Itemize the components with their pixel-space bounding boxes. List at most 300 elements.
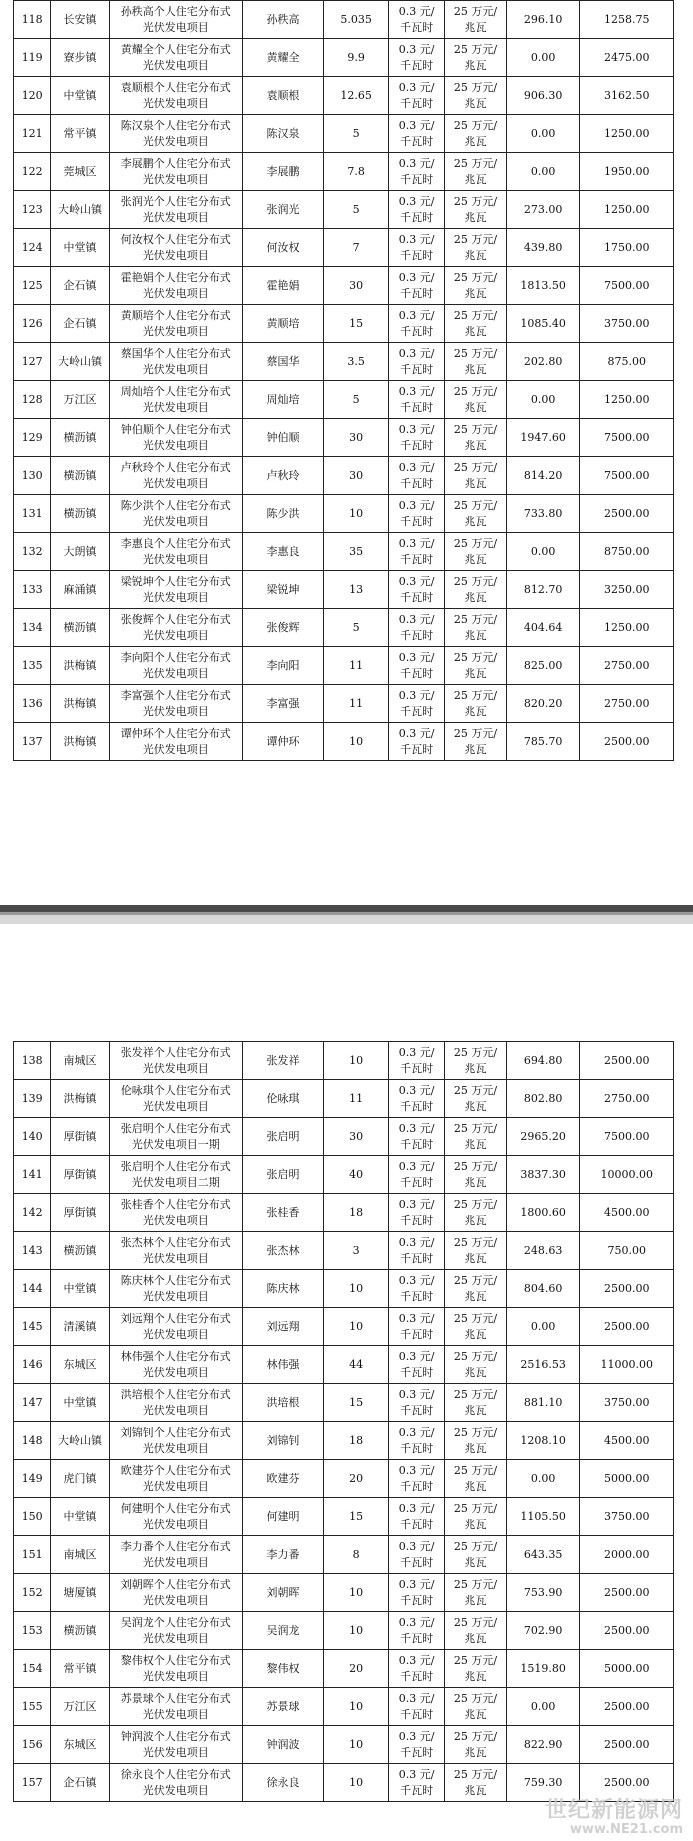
table-row: [14, 1080, 674, 1118]
cell-line-2: 光伏发电项目: [142, 58, 209, 72]
cell-line-2: 千瓦时: [400, 628, 434, 642]
project-name-cell: [109, 1612, 242, 1650]
cell-text: 孙秩高: [266, 12, 300, 26]
cell-line-1: 0.3 元/: [398, 1425, 435, 1439]
cell-line-1: 黄顺培个人住宅分布式: [120, 308, 231, 322]
row-number-cell: [14, 1764, 51, 1802]
owner-cell: [242, 723, 323, 761]
cell-text: 759.30: [523, 1775, 563, 1789]
cell-text: 李惠良: [266, 544, 300, 558]
cell-text: 2750.00: [603, 658, 650, 672]
cell-text: 黄耀全: [266, 50, 300, 64]
cell-text: 139: [21, 1091, 43, 1105]
cell-line-2: 千瓦时: [400, 1061, 434, 1075]
cell-line-2: 兆瓦: [464, 1441, 487, 1455]
cell-text: 5: [352, 392, 360, 406]
price-cell: [389, 419, 445, 457]
cell-line-2: 千瓦时: [400, 1099, 434, 1113]
project-name-cell: [109, 305, 242, 343]
town-cell: [51, 1726, 109, 1764]
subsidy-rate-cell: [445, 457, 507, 495]
cell-line-2: 千瓦时: [400, 20, 434, 34]
cell-text: 643.35: [523, 1547, 563, 1561]
cell-text: 0.00: [530, 126, 556, 140]
cell-text: 7500.00: [603, 468, 650, 482]
cell-line-1: 梁锐坤个人住宅分布式: [120, 574, 231, 588]
cell-text: 10: [349, 1699, 364, 1713]
cell-text: 123: [21, 202, 43, 216]
cell-text: 2500.00: [603, 506, 650, 520]
cell-line-2: 兆瓦: [464, 248, 487, 262]
cell-line-2: 兆瓦: [464, 286, 487, 300]
cell-line-1: 25 万元/: [453, 232, 498, 246]
amount-2-cell: [580, 1764, 674, 1802]
cell-line-1: 25 万元/: [453, 688, 498, 702]
cell-line-1: 0.3 元/: [398, 1273, 435, 1287]
project-name-cell: [109, 1650, 242, 1688]
cell-text: 146: [21, 1357, 43, 1371]
amount-2-cell: [580, 381, 674, 419]
row-number-cell: [14, 1232, 51, 1270]
cell-line-1: 0.3 元/: [398, 1767, 435, 1781]
cell-text: 大朗镇: [63, 544, 97, 558]
project-name-cell: [109, 609, 242, 647]
owner-cell: [242, 647, 323, 685]
price-cell: [389, 1270, 445, 1308]
cell-line-1: 25 万元/: [453, 1159, 498, 1173]
cell-line-1: 0.3 元/: [398, 1197, 435, 1211]
project-name-cell: [109, 1764, 242, 1802]
cell-line-1: 何汝权个人住宅分布式: [120, 232, 231, 246]
table-row: [14, 1422, 674, 1460]
cell-text: 0.00: [530, 1699, 556, 1713]
cell-line-2: 光伏发电项目: [142, 248, 209, 262]
cell-text: 2750.00: [603, 696, 650, 710]
cell-line-2: 千瓦时: [400, 552, 434, 566]
amount-2-cell: [580, 1308, 674, 1346]
price-cell: [389, 1156, 445, 1194]
price-cell: [389, 609, 445, 647]
cell-text: 137: [21, 734, 43, 748]
cell-text: 万江区: [63, 1699, 97, 1713]
cell-text: 0.00: [530, 164, 556, 178]
cell-line-1: 25 万元/: [453, 270, 498, 284]
cell-text: 7: [352, 240, 360, 254]
capacity-cell: [324, 1650, 389, 1688]
cell-text: 1750.00: [603, 240, 650, 254]
cell-text: 2000.00: [603, 1547, 650, 1561]
cell-line-1: 25 万元/: [453, 536, 498, 550]
town-cell: [51, 1536, 109, 1574]
cell-text: 152: [21, 1585, 43, 1599]
cell-text: 横沥镇: [63, 468, 97, 482]
cell-line-1: 25 万元/: [453, 498, 498, 512]
cell-text: 企石镇: [63, 316, 97, 330]
cell-line-2: 兆瓦: [464, 1593, 487, 1607]
price-cell: [389, 1726, 445, 1764]
cell-line-2: 兆瓦: [464, 1365, 487, 1379]
town-cell: [51, 1270, 109, 1308]
cell-line-1: 李惠良个人住宅分布式: [120, 536, 231, 550]
cell-text: 881.10: [523, 1395, 563, 1409]
cell-text: 中堂镇: [63, 1509, 97, 1523]
town-cell: [51, 229, 109, 267]
capacity-cell: [324, 1346, 389, 1384]
cell-line-2: 千瓦时: [400, 324, 434, 338]
cell-line-1: 0.3 元/: [398, 574, 435, 588]
cell-text: 何建明: [266, 1509, 300, 1523]
cell-text: 横沥镇: [63, 430, 97, 444]
price-cell: [389, 153, 445, 191]
table-row: [14, 1156, 674, 1194]
cell-line-2: 光伏发电项目: [142, 1327, 209, 1341]
cell-line-1: 0.3 元/: [398, 726, 435, 740]
subsidy-rate-cell: [445, 1688, 507, 1726]
row-number-cell: [14, 1, 51, 39]
cell-line-1: 0.3 元/: [398, 460, 435, 474]
cell-line-1: 25 万元/: [453, 118, 498, 132]
cell-line-2: 千瓦时: [400, 1403, 434, 1417]
cell-line-1: 0.3 元/: [398, 1615, 435, 1629]
subsidy-rate-cell: [445, 1536, 507, 1574]
amount-1-cell: [506, 381, 580, 419]
amount-2-cell: [580, 343, 674, 381]
cell-line-1: 钟伯顺个人住宅分布式: [120, 422, 231, 436]
cell-line-2: 光伏发电项目: [142, 20, 209, 34]
amount-2-cell: [580, 1422, 674, 1460]
cell-line-2: 千瓦时: [400, 476, 434, 490]
cell-line-2: 光伏发电项目: [142, 704, 209, 718]
cell-line-2: 千瓦时: [400, 1213, 434, 1227]
cell-text: 12.65: [340, 88, 372, 102]
subsidy-rate-cell: [445, 533, 507, 571]
row-number-cell: [14, 1080, 51, 1118]
cell-text: 148: [21, 1433, 43, 1447]
row-number-cell: [14, 1688, 51, 1726]
cell-line-1: 0.3 元/: [398, 536, 435, 550]
cell-text: 0.00: [530, 1471, 556, 1485]
cell-line-1: 25 万元/: [453, 650, 498, 664]
cell-line-1: 陈少洪个人住宅分布式: [120, 498, 231, 512]
table-row: [14, 115, 674, 153]
table-row: [14, 305, 674, 343]
price-cell: [389, 1764, 445, 1802]
capacity-cell: [324, 1498, 389, 1536]
amount-2-cell: [580, 457, 674, 495]
project-name-cell: [109, 1536, 242, 1574]
price-cell: [389, 1080, 445, 1118]
cell-text: 1258.75: [603, 12, 650, 26]
cell-text: 2500.00: [603, 1281, 650, 1295]
amount-2-cell: [580, 1498, 674, 1536]
capacity-cell: [324, 457, 389, 495]
table-row: [14, 723, 674, 761]
cell-line-2: 千瓦时: [400, 1251, 434, 1265]
town-cell: [51, 267, 109, 305]
amount-2-cell: [580, 1574, 674, 1612]
cell-line-1: 25 万元/: [453, 156, 498, 170]
cell-line-2: 兆瓦: [464, 1669, 487, 1683]
amount-1-cell: [506, 191, 580, 229]
table-row: [14, 1194, 674, 1232]
capacity-cell: [324, 39, 389, 77]
cell-line-1: 25 万元/: [453, 194, 498, 208]
project-name-cell: [109, 1460, 242, 1498]
capacity-cell: [324, 1574, 389, 1612]
cell-text: 4500.00: [603, 1205, 650, 1219]
price-cell: [389, 571, 445, 609]
project-name-cell: [109, 1498, 242, 1536]
cell-line-2: 兆瓦: [464, 58, 487, 72]
capacity-cell: [324, 1422, 389, 1460]
cell-line-2: 千瓦时: [400, 1365, 434, 1379]
cell-line-2: 兆瓦: [464, 210, 487, 224]
cell-line-2: 光伏发电项目: [142, 1251, 209, 1265]
amount-2-cell: [580, 723, 674, 761]
town-cell: [51, 723, 109, 761]
table-row: [14, 1346, 674, 1384]
owner-cell: [242, 1346, 323, 1384]
cell-text: 张俊辉: [266, 620, 300, 634]
row-number-cell: [14, 1422, 51, 1460]
cell-text: 44: [349, 1357, 364, 1371]
project-name-cell: [109, 647, 242, 685]
amount-2-cell: [580, 1042, 674, 1080]
cell-line-2: 千瓦时: [400, 1593, 434, 1607]
amount-1-cell: [506, 305, 580, 343]
cell-text: 156: [21, 1737, 43, 1751]
cell-text: 清溪镇: [63, 1319, 97, 1333]
cell-line-2: 兆瓦: [464, 1251, 487, 1265]
cell-text: 陈庆林: [266, 1281, 300, 1295]
cell-line-1: 李展鹏个人住宅分布式: [120, 156, 231, 170]
owner-cell: [242, 343, 323, 381]
cell-line-1: 25 万元/: [453, 612, 498, 626]
cell-text: 1250.00: [603, 620, 650, 634]
cell-text: 1947.60: [520, 430, 566, 444]
subsidy-rate-cell: [445, 1422, 507, 1460]
cell-line-2: 兆瓦: [464, 1707, 487, 1721]
subsidy-rate-cell: [445, 1, 507, 39]
capacity-cell: [324, 153, 389, 191]
amount-2-cell: [580, 1688, 674, 1726]
cell-line-1: 25 万元/: [453, 574, 498, 588]
cell-line-2: 千瓦时: [400, 210, 434, 224]
owner-cell: [242, 1042, 323, 1080]
capacity-cell: [324, 1764, 389, 1802]
subsidy-rate-cell: [445, 571, 507, 609]
price-cell: [389, 1, 445, 39]
capacity-cell: [324, 343, 389, 381]
cell-line-1: 25 万元/: [453, 1767, 498, 1781]
cell-text: 10: [349, 1585, 364, 1599]
project-name-cell: [109, 685, 242, 723]
cell-text: 厚街镇: [63, 1167, 97, 1181]
capacity-cell: [324, 1308, 389, 1346]
subsidy-rate-cell: [445, 1346, 507, 1384]
town-cell: [51, 305, 109, 343]
cell-text: 洪梅镇: [63, 696, 97, 710]
cell-text: 1813.50: [520, 278, 566, 292]
row-number-cell: [14, 457, 51, 495]
cell-line-1: 0.3 元/: [398, 156, 435, 170]
owner-cell: [242, 1080, 323, 1118]
town-cell: [51, 381, 109, 419]
town-cell: [51, 571, 109, 609]
cell-text: 144: [21, 1281, 43, 1295]
page-separator: [0, 905, 693, 924]
cell-text: 蔡国华: [266, 354, 300, 368]
row-number-cell: [14, 191, 51, 229]
cell-line-1: 0.3 元/: [398, 384, 435, 398]
cell-line-2: 千瓦时: [400, 1289, 434, 1303]
cell-line-1: 0.3 元/: [398, 1577, 435, 1591]
cell-line-2: 光伏发电项目: [142, 324, 209, 338]
cell-text: 2500.00: [603, 1775, 650, 1789]
cell-line-2: 兆瓦: [464, 1137, 487, 1151]
project-name-cell: [109, 343, 242, 381]
amount-2-cell: [580, 1726, 674, 1764]
row-number-cell: [14, 1650, 51, 1688]
cell-line-1: 0.3 元/: [398, 1691, 435, 1705]
document-page-1: [0, 0, 693, 905]
subsidy-rate-cell: [445, 1308, 507, 1346]
town-cell: [51, 1156, 109, 1194]
cell-line-2: 兆瓦: [464, 704, 487, 718]
cell-text: 750.00: [607, 1243, 646, 1257]
cell-line-2: 光伏发电项目: [142, 514, 209, 528]
cell-line-2: 光伏发电项目: [142, 1631, 209, 1645]
price-cell: [389, 1650, 445, 1688]
table-row: [14, 1612, 674, 1650]
project-name-cell: [109, 1156, 242, 1194]
cell-text: 2500.00: [603, 1737, 650, 1751]
subsidy-rate-cell: [445, 1764, 507, 1802]
cell-text: 13: [349, 582, 364, 596]
table-row: [14, 343, 674, 381]
cell-line-2: 千瓦时: [400, 172, 434, 186]
amount-2-cell: [580, 115, 674, 153]
cell-text: 10: [349, 1053, 364, 1067]
cell-text: 陈汉泉: [266, 126, 300, 140]
cell-text: 131: [21, 506, 43, 520]
project-name-cell: [109, 533, 242, 571]
cell-text: 7500.00: [603, 278, 650, 292]
amount-1-cell: [506, 1, 580, 39]
cell-text: 9.9: [347, 50, 365, 64]
table-row: [14, 1232, 674, 1270]
cell-text: 296.10: [523, 12, 563, 26]
cell-line-2: 光伏发电项目: [142, 362, 209, 376]
cell-text: 20: [349, 1471, 364, 1485]
cell-line-1: 25 万元/: [453, 80, 498, 94]
cell-text: 130: [21, 468, 43, 482]
project-name-cell: [109, 723, 242, 761]
cell-line-2: 千瓦时: [400, 1783, 434, 1797]
amount-2-cell: [580, 1384, 674, 1422]
cell-text: 3750.00: [603, 316, 650, 330]
cell-text: 洪梅镇: [63, 1091, 97, 1105]
cell-line-1: 孙秩高个人住宅分布式: [120, 4, 231, 18]
cell-line-1: 25 万元/: [453, 1045, 498, 1059]
row-number-cell: [14, 647, 51, 685]
cell-text: 820.20: [523, 696, 563, 710]
table-row: [14, 1498, 674, 1536]
cell-line-2: 千瓦时: [400, 704, 434, 718]
cell-line-2: 千瓦时: [400, 438, 434, 452]
cell-line-1: 0.3 元/: [398, 422, 435, 436]
cell-line-1: 25 万元/: [453, 1615, 498, 1629]
row-number-cell: [14, 495, 51, 533]
cell-text: 11000.00: [600, 1357, 653, 1371]
price-cell: [389, 1536, 445, 1574]
project-name-cell: [109, 39, 242, 77]
cell-text: 周灿培: [266, 392, 300, 406]
cell-text: 18: [349, 1433, 364, 1447]
amount-2-cell: [580, 1346, 674, 1384]
owner-cell: [242, 1118, 323, 1156]
price-cell: [389, 1118, 445, 1156]
cell-line-1: 25 万元/: [453, 384, 498, 398]
amount-1-cell: [506, 115, 580, 153]
cell-text: 138: [21, 1053, 43, 1067]
cell-line-2: 千瓦时: [400, 590, 434, 604]
cell-line-2: 千瓦时: [400, 400, 434, 414]
capacity-cell: [324, 1194, 389, 1232]
subsidy-rate-cell: [445, 647, 507, 685]
cell-text: 1085.40: [520, 316, 566, 330]
owner-cell: [242, 1688, 323, 1726]
capacity-cell: [324, 419, 389, 457]
capacity-cell: [324, 1460, 389, 1498]
cell-text: 1250.00: [603, 392, 650, 406]
town-cell: [51, 1232, 109, 1270]
cell-line-2: 光伏发电项目: [142, 1669, 209, 1683]
cell-text: 150: [21, 1509, 43, 1523]
capacity-cell: [324, 1118, 389, 1156]
cell-line-1: 谭仲环个人住宅分布式: [120, 726, 231, 740]
cell-line-2: 兆瓦: [464, 20, 487, 34]
cell-line-2: 光伏发电项目: [142, 1365, 209, 1379]
owner-cell: [242, 1574, 323, 1612]
cell-text: 0.00: [530, 50, 556, 64]
cell-line-2: 光伏发电项目: [142, 1213, 209, 1227]
price-cell: [389, 1498, 445, 1536]
price-cell: [389, 1194, 445, 1232]
cell-line-2: 兆瓦: [464, 1783, 487, 1797]
cell-line-1: 张发祥个人住宅分布式: [120, 1045, 231, 1059]
owner-cell: [242, 1194, 323, 1232]
cell-line-1: 25 万元/: [453, 726, 498, 740]
row-number-cell: [14, 229, 51, 267]
cell-text: 3750.00: [603, 1509, 650, 1523]
amount-1-cell: [506, 1308, 580, 1346]
owner-cell: [242, 191, 323, 229]
cell-text: 825.00: [523, 658, 563, 672]
cell-text: 694.80: [523, 1053, 563, 1067]
amount-2-cell: [580, 1612, 674, 1650]
table-row: [14, 1726, 674, 1764]
price-cell: [389, 1688, 445, 1726]
capacity-cell: [324, 229, 389, 267]
row-number-cell: [14, 1156, 51, 1194]
cell-text: 张杰林: [266, 1243, 300, 1257]
town-cell: [51, 115, 109, 153]
cell-text: 145: [21, 1319, 43, 1333]
subsidy-rate-cell: [445, 153, 507, 191]
cell-text: 30: [349, 430, 364, 444]
amount-1-cell: [506, 533, 580, 571]
